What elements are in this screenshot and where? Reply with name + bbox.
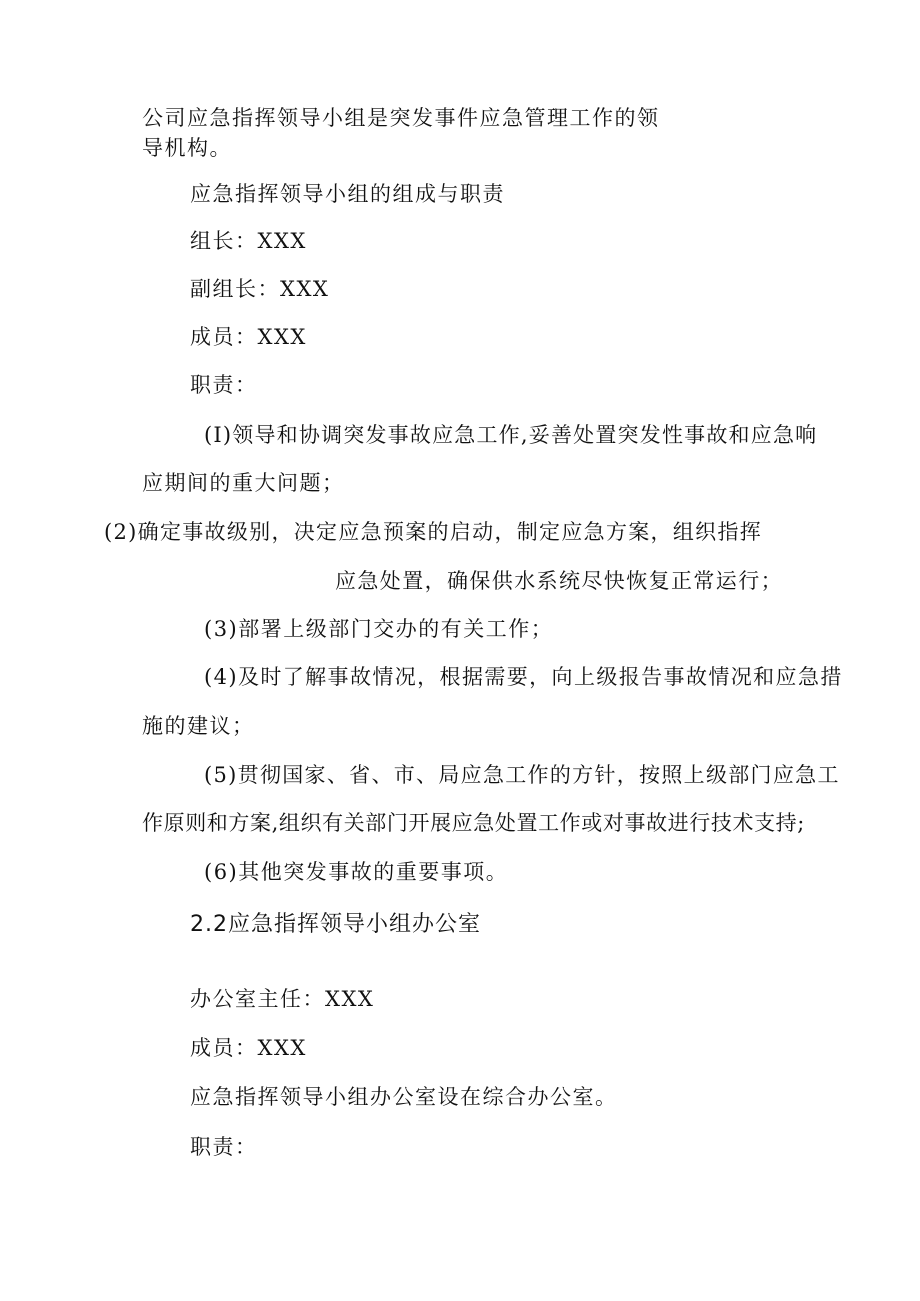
office-location-line: 应急指挥领导小组办公室设在综合办公室。 <box>190 1085 618 1109</box>
section-title: 应急指挥领导小组的组成与职责 <box>190 182 505 206</box>
deputy-leader-line: 副组长：XXX <box>190 277 330 301</box>
office-members-line: 成员：XXX <box>190 1036 307 1060</box>
leader-line: 组长：XXX <box>190 229 307 253</box>
section-2-heading: 2.2应急指挥领导小组办公室 <box>190 912 481 937</box>
duties-label: 职责： <box>190 373 258 397</box>
duty-item-1-line-1: (I)领导和协调突发事故应急工作,妥善处置突发性事故和应急响 <box>204 423 818 447</box>
intro-text-line-1: 公司应急指挥领导小组是突发事件应急管理工作的领 <box>142 106 660 130</box>
duty-item-6-line-1: (6)其他突发事故的重要事项。 <box>204 860 509 884</box>
office-duties-label: 职责： <box>190 1135 258 1159</box>
duty-item-2-line-2: 应急处置，确保供水系统尽快恢复正常运行； <box>335 569 783 593</box>
duty-item-4-line-1: (4)及时了解事故情况，根据需要，向上级报告事故情况和应急措 <box>204 665 843 689</box>
duty-item-1-line-2: 应期间的重大问题； <box>142 471 345 495</box>
duty-item-5-line-2: 作原则和方案,组织有关部门开展应急处置工作或对事故进行技术支持; <box>142 811 805 835</box>
duty-item-4-line-2: 施的建议； <box>142 714 255 738</box>
duty-item-5-line-1: (5)贯彻国家、省、市、局应急工作的方针，按照上级部门应急工 <box>204 763 840 787</box>
intro-text-line-2: 导机构。 <box>142 136 232 160</box>
duty-item-3-line-1: (3)部署上级部门交办的有关工作； <box>204 617 554 641</box>
members-line: 成员：XXX <box>190 325 307 349</box>
duty-item-2-line-1: (2)确定事故级别，决定应急预案的启动，制定应急方案，组织指挥 <box>104 520 763 544</box>
office-director-line: 办公室主任：XXX <box>190 987 375 1011</box>
